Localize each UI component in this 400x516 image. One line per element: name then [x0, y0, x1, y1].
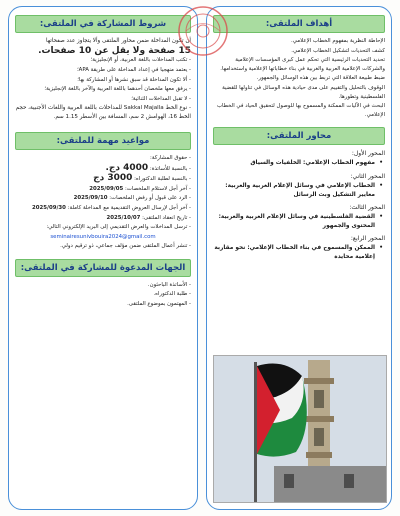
conditions-list [15, 37, 191, 122]
audience-item: - المهتمون بموضوع الملتقى. [127, 301, 191, 308]
fee-label: - حقوق المشاركة: [150, 154, 191, 161]
deadline-label: - تاريخ انعقاد الملتقى: [142, 214, 191, 221]
deadline-date: 2025/10/07 [106, 214, 141, 221]
audience-list [15, 281, 191, 309]
condition-item: - ألا تكون المداخلة قد سبق نشرها أو المشاركة بها؛ [77, 76, 191, 83]
deadline-date: 2025/09/30 [31, 204, 66, 211]
fee-amount: 4000 دج. [105, 162, 149, 173]
objective-item: الوقوف بالتحليل والتقييم على مدى حيادية هذه الوسائل في تناولها للقضية الفلسطينية وتطورها. [222, 84, 385, 100]
objective-item: ضبط طبيعة العلاقة التي تربط بين هذه الوسائل والجمهور. [256, 75, 385, 82]
condition-item: - يرفق معها ملخصان أحدهما باللغة العربية والآخر باللغة الإنجليزية؛ [44, 86, 191, 93]
fee-row [15, 164, 191, 174]
left-column [8, 6, 198, 510]
axis-item: • القضية الفلسطينية في وسائل الإعلام الغربية والعربية: المحتوى والجمهور [213, 213, 375, 230]
objectives-list [213, 37, 385, 119]
condition-item: - نوع الخط Sakkal Majalla للمداخلات باللغة العربية واللغات الأجنبية، حجم الخط 16، الهوامش 2 سم، المسافة بين الأسطر 1.15 سم. [15, 105, 191, 121]
fee-amount: 3000 دج [93, 173, 133, 184]
fee-row-label: - بالنسبة للأساتذة: [149, 165, 191, 172]
axis-label: المحور الأول: [351, 150, 385, 158]
objectives-header: أهداف الملتقى: [213, 15, 385, 33]
email-note: - ترسل المداخلات والعرض التقديمي إلى البريد الإلكتروني التالي: [46, 224, 191, 231]
objective-item: كشف التحديات لتشكيل الخطاب الإعلامي. [291, 47, 385, 54]
fee-row-label: - بالنسبة لطلبة الدكتوراه: [134, 176, 191, 183]
dates-section [15, 154, 191, 251]
objective-item: البحث في الآليات الممكنة والمسموح بها للوصول لتحقيق الحياد في الخطاب الإعلامي. [216, 103, 385, 118]
deadline-label: - الرد على قبول أو رفض الملخصات: [109, 195, 191, 202]
objective-item: تحديد التحديات الرئيسية التي تحكم عمل كبرى المؤسسات الإعلامية والشركات الإعلامية العربية والغربية في بناء خطاباتها الإعلامية واستخدامها. [220, 57, 385, 72]
axis-label: المحور الثالث: [349, 204, 385, 212]
condition-item: - لا تقبل المداخلات الثنائية؛ [131, 95, 191, 102]
axis-label: المحور الثاني: [350, 172, 385, 180]
axis-item: • مفهوم الخطاب الإعلامي: الخلفيات والسياق [213, 159, 375, 168]
deadline-row [15, 185, 191, 194]
audience-item: - طلبة الدكتوراه. [153, 291, 191, 298]
deadline-row [15, 214, 191, 223]
right-column [206, 6, 392, 510]
deadline-label: - آخر أجل لإرسال العروض التقديمية مع المداخلة كاملة: [67, 204, 191, 211]
axes-header: محاور الملتقى: [213, 127, 385, 145]
fee-row [15, 174, 191, 184]
axis-label: المحور الرابع: [350, 235, 385, 243]
axis-item: • الخطاب الإعلامي في وسائل الإعلام الغربية والعربية: معايير التشكيل وبث الرسائل [213, 182, 375, 199]
condition-item: 15 صفحة ولا يقل عن 10 صفحات. [38, 45, 191, 56]
email-link[interactable]: seminairesunivbouira2024@gmail.com [50, 233, 156, 240]
official-stamp [176, 4, 230, 58]
deadline-row [15, 204, 191, 213]
condition-item: أن تكون المداخلة ضمن محاور الملتقى وألا يتجاوز عدد صفحاتها [46, 38, 191, 44]
condition-item: - يعتمد منهجيا في إعداد المداخلة على طريقة APA؛ [76, 66, 191, 73]
conditions-header: شروط المشاركة في الملتقى: [15, 15, 191, 33]
audience-header: الجهات المدعوة للمشاركة في الملتقى: [15, 259, 191, 277]
deadline-date: 2025/09/10 [73, 195, 108, 202]
audience-item: - الأساتذة الباحثون. [147, 281, 191, 288]
deadline-label: - آخر أجل لاستلام الملخصات: [124, 185, 191, 192]
closing-note: - تنشر أعمال الملتقى ضمن مؤلف جماعي، ذو ترقيم دولي. [60, 243, 191, 250]
palestine-flag-photo [213, 355, 387, 503]
dates-header: مواعيد مهمة للملتقى: [15, 132, 191, 150]
objective-item: الإحاطة النظرية بمفهوم الخطاب الإعلامي. [291, 38, 385, 44]
deadline-date: 2025/09/05 [89, 185, 124, 192]
condition-item: - تكتب المداخلات باللغة العربية، أو الإنجليزية؛ [90, 57, 191, 64]
axis-item: • الممكن والمسموح في بناء الخطاب الإعلامي: نحو مقاربة إعلامية محايدة [213, 244, 375, 261]
flag-mosque-illustration [214, 356, 387, 503]
deadline-row [15, 194, 191, 203]
